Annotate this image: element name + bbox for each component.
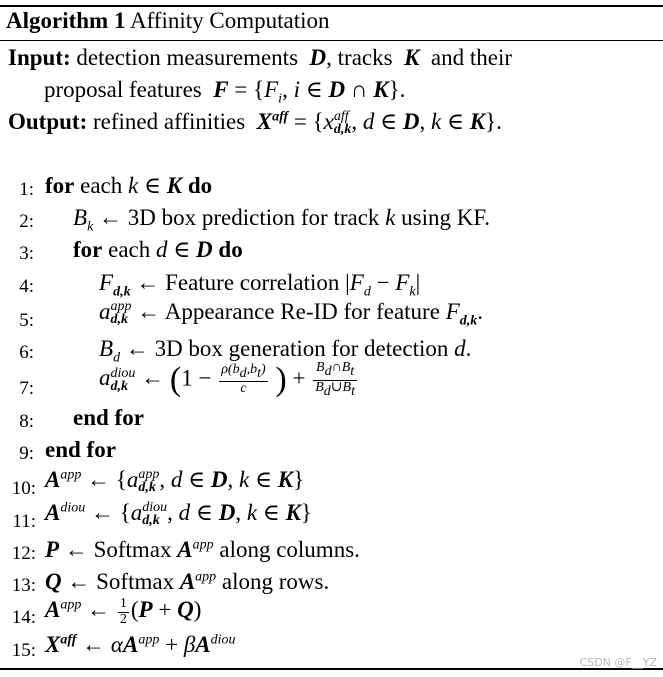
math-Bd: $B_d$ ← <box>99 336 155 366</box>
step-12 <box>45 537 360 563</box>
math-Q: Q ← <box>45 569 97 594</box>
kw-for: for <box>73 237 103 262</box>
math-Bk: $B_k$ ← <box>73 205 128 235</box>
math-frac-rho: $\frac{\rho(b_d,b_t)}{c}$ <box>221 361 266 397</box>
line-number: 6: <box>19 342 34 363</box>
bottom-rule <box>0 668 663 670</box>
math-A-diou-set: $A^{diou}$ ← {a diou d,k , d ∈ D, k ∈ K} <box>45 500 312 529</box>
kw-for: for <box>45 173 75 198</box>
step-15 <box>45 632 236 658</box>
math-k-in-K: k ∈ K <box>128 173 183 198</box>
line-number: 1: <box>19 179 34 200</box>
output-text: refined affinities <box>93 109 246 134</box>
input-text-tracks: , tracks <box>326 45 393 70</box>
step-9 <box>45 437 116 463</box>
math-X-aff: $X^{aff}$ ← $\alpha A^{app} + \beta A^{diou}$ <box>45 632 236 657</box>
step-13-text: Softmax <box>96 569 175 594</box>
step-10 <box>45 467 304 495</box>
header-rule <box>0 40 663 41</box>
step-13 <box>45 569 329 595</box>
kw-do: do <box>187 173 213 198</box>
input-keyword: Input: <box>8 45 71 70</box>
line-number: 9: <box>19 443 34 464</box>
step-2 <box>73 205 490 236</box>
line-number: 15: <box>11 640 36 661</box>
step-5 <box>99 299 483 330</box>
step-1 <box>45 173 212 199</box>
math-d-in-D: d ∈ D <box>156 237 213 262</box>
math-A-app: $A^{app}$ <box>179 569 217 594</box>
input-text-proposal: proposal features <box>44 77 202 102</box>
line-number: 10: <box>11 478 36 499</box>
step-4-text: Feature correlation <box>165 270 340 295</box>
step-14 <box>45 597 201 627</box>
line-number: 4: <box>19 276 34 297</box>
math-Fdk-2: $F_{d,k}$. <box>445 299 483 329</box>
math-a-diou: a diou d,k ← <box>99 365 170 394</box>
step-3 <box>73 237 243 263</box>
math-Fdk: $F_{d,k}$ ← <box>99 270 166 300</box>
math-K: K <box>398 45 426 70</box>
input-text-and-their: and their <box>430 45 513 70</box>
step-2-text-2: using KF. <box>401 205 491 230</box>
line-number: 12: <box>11 543 36 564</box>
math-D: D <box>303 45 327 70</box>
line-number: 14: <box>11 607 36 628</box>
line-number: 3: <box>19 243 34 264</box>
watermark: CSDN @F__YZ <box>579 656 657 669</box>
input-line-1 <box>8 45 512 71</box>
input-text: detection measurements <box>76 45 299 70</box>
step-6-text: 3D box generation for detection <box>154 336 449 361</box>
math-A-app-set: $A^{app}$ ← {a app d,k , d ∈ D, k ∈ K} <box>45 467 305 496</box>
step-12-text-2: along columns. <box>219 537 360 562</box>
math-frac-iou: $\frac{B_d\cap B_t}{B_d\cup B_t}$ <box>315 360 355 399</box>
top-rule <box>0 5 663 7</box>
kw-do: do <box>218 237 243 262</box>
kw-end-for: end for <box>45 437 116 462</box>
output-line <box>8 109 502 137</box>
output-keyword: Output: <box>8 109 88 134</box>
line-number: 11: <box>12 511 36 532</box>
algorithm-name: Affinity Computation <box>129 8 330 33</box>
algorithm-label: Algorithm 1 <box>6 8 126 33</box>
math-d: d. <box>454 336 472 361</box>
math-a-app: a app d,k ← <box>99 299 165 328</box>
step-2-text: 3D box prediction for track <box>127 205 380 230</box>
algorithm-title <box>6 8 330 34</box>
step-13-text-2: along rows. <box>221 569 330 594</box>
step-8 <box>73 405 144 431</box>
kw-each: each <box>80 173 123 198</box>
kw-each: each <box>108 237 151 262</box>
step-11 <box>45 500 312 528</box>
math-k: k <box>385 205 396 230</box>
math-A-app: $A^{app}$ <box>177 537 214 562</box>
step-4 <box>99 270 420 301</box>
line-number: 13: <box>11 575 36 596</box>
line-number: 7: <box>19 378 34 399</box>
line-number: 5: <box>19 310 34 331</box>
math-features-set: $F = \{F_i$, i ∈ D ∩ K}. <box>213 77 406 107</box>
math-P: P ← <box>45 537 94 562</box>
step-5-text: Appearance Re-ID for feature <box>164 299 440 324</box>
line-number: 2: <box>19 211 34 232</box>
math-A-app-avg: $A^{app}$ ← $\frac{1}{2}$ (P + Q) <box>45 596 202 627</box>
math-abs-diff: $|F_d - F_k|$ <box>345 270 421 300</box>
line-number: 8: <box>19 411 34 432</box>
input-line-2 <box>44 77 405 108</box>
kw-end-for: end for <box>73 405 144 430</box>
step-7: a diou d,k ← (1 − $\frac{\rho(b_d,b_t)}{c}$ ) + $\frac{B_d\cap B_t}{B_d\cup B_t}$ <box>99 360 355 399</box>
math-output-set: $X^{aff} = \{x$ aff d,k , d ∈ D, k ∈ K}. <box>256 109 502 138</box>
step-12-text: Softmax <box>93 537 172 562</box>
